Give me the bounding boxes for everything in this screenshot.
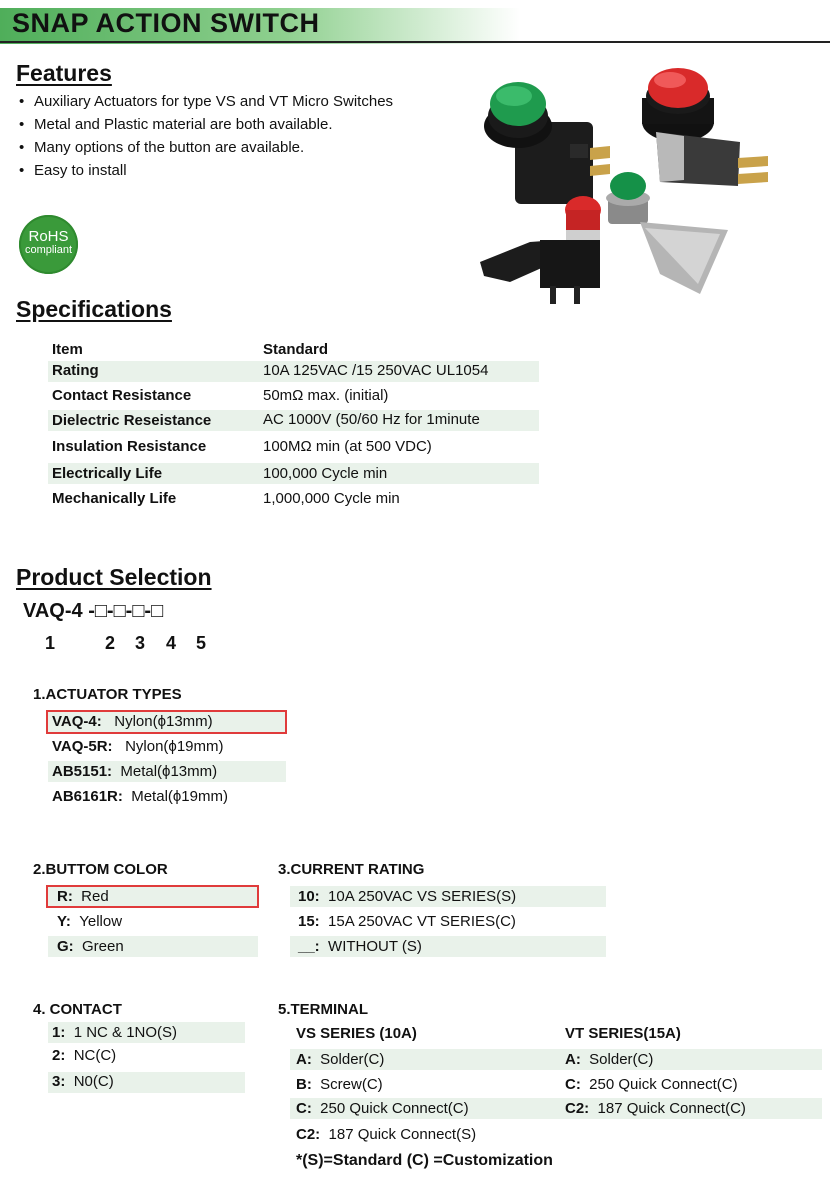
feature-item: • Auxiliary Actuators for type VS and VT Micro Switches xyxy=(16,93,393,116)
actuator-option: VAQ-4: Nylon(ϕ13mm) xyxy=(52,713,213,730)
code-digit-1: 1 xyxy=(45,633,56,653)
vs-terminal-option: A: Solder(C) xyxy=(296,1051,385,1068)
feature-item: • Metal and Plastic material are both available. xyxy=(16,116,393,139)
spec-col-standard: Standard xyxy=(263,341,329,358)
switch-green-small xyxy=(606,172,728,294)
spec-item: Electrically Life xyxy=(52,465,163,482)
contact-option: 3: N0(C) xyxy=(52,1073,114,1090)
current-option: 10: 10A 250VAC VS SERIES(S) xyxy=(298,888,517,905)
vt-terminal-option: A: Solder(C) xyxy=(565,1051,654,1068)
spec-value: 10A 125VAC /15 250VAC UL1054 xyxy=(263,362,489,379)
current-option: 15: 15A 250VAC VT SERIES(C) xyxy=(298,913,516,930)
product-photo xyxy=(470,62,780,310)
rohs-badge: RoHS compliant xyxy=(19,215,78,274)
spec-value: 100,000 Cycle min xyxy=(263,465,388,482)
vs-terminal-option: C2: 187 Quick Connect(S) xyxy=(296,1126,477,1143)
spec-item: Contact Resistance xyxy=(52,387,192,404)
color-option: Y: Yellow xyxy=(57,913,123,930)
color-option: R: Red xyxy=(57,888,109,905)
spec-value: 100MΩ min (at 500 VDC) xyxy=(263,438,432,455)
contact-option: 2: NC(C) xyxy=(52,1047,117,1064)
code-digit-2: 2 xyxy=(105,633,116,653)
current-option: __: WITHOUT (S) xyxy=(298,938,422,955)
current-rating-title: 3.CURRENT RATING xyxy=(278,861,425,878)
code-digit-4: 4 xyxy=(166,633,177,653)
spec-item: Dielectric Reseistance xyxy=(52,412,212,429)
spec-col-item: Item xyxy=(52,341,83,358)
button-color-title: 2.BUTTOM COLOR xyxy=(33,861,168,878)
vt-terminal-option: C: 250 Quick Connect(C) xyxy=(565,1076,738,1093)
vs-terminal-option: B: Screw(C) xyxy=(296,1076,383,1093)
product-selection-heading: Product Selection xyxy=(16,564,212,590)
code-digit-3: 3 xyxy=(135,633,146,653)
switch-red-small xyxy=(480,196,601,304)
header-rule xyxy=(0,41,830,43)
legend-note: *(S)=Standard (C) =Customization xyxy=(296,1152,553,1169)
switch-green-large xyxy=(484,82,610,204)
vt-series-title: VT SERIES(15A) xyxy=(565,1025,681,1042)
code-digit-5: 5 xyxy=(196,633,207,653)
terminal-title: 5.TERMINAL xyxy=(278,1001,368,1018)
actuator-option: AB5151: Metal(ϕ13mm) xyxy=(52,763,218,780)
contact-title: 4. CONTACT xyxy=(33,1001,122,1018)
features-heading: Features xyxy=(16,60,112,86)
spec-item: Rating xyxy=(52,362,99,379)
color-option: G: Green xyxy=(57,938,124,955)
feature-item: • Easy to install xyxy=(16,162,393,185)
actuator-option: VAQ-5R: Nylon(ϕ19mm) xyxy=(52,738,224,755)
specifications-heading: Specifications xyxy=(16,296,172,322)
switch-red-large xyxy=(642,68,768,186)
spec-value: AC 1000V (50/60 Hz for 1minute xyxy=(263,411,480,428)
vs-terminal-option: C: 250 Quick Connect(C) xyxy=(296,1100,469,1117)
spec-value: 1,000,000 Cycle min xyxy=(263,490,400,507)
spec-value: 50mΩ max. (initial) xyxy=(263,387,389,404)
spec-item: Mechanically Life xyxy=(52,490,177,507)
actuator-types-title: 1.ACTUATOR TYPES xyxy=(33,686,182,703)
page-title: SNAP ACTION SWITCH xyxy=(12,8,320,38)
part-number-code: VAQ-4 -□-□-□-□ xyxy=(23,600,164,622)
vt-terminal-option: C2: 187 Quick Connect(C) xyxy=(565,1100,746,1117)
feature-item: • Many options of the button are available. xyxy=(16,139,393,162)
vs-series-title: VS SERIES (10A) xyxy=(296,1025,417,1042)
actuator-option: AB6161R: Metal(ϕ19mm) xyxy=(52,788,228,805)
contact-option: 1: 1 NC & 1NO(S) xyxy=(52,1024,178,1041)
spec-item: Insulation Resistance xyxy=(52,438,207,455)
features-list xyxy=(16,93,393,185)
